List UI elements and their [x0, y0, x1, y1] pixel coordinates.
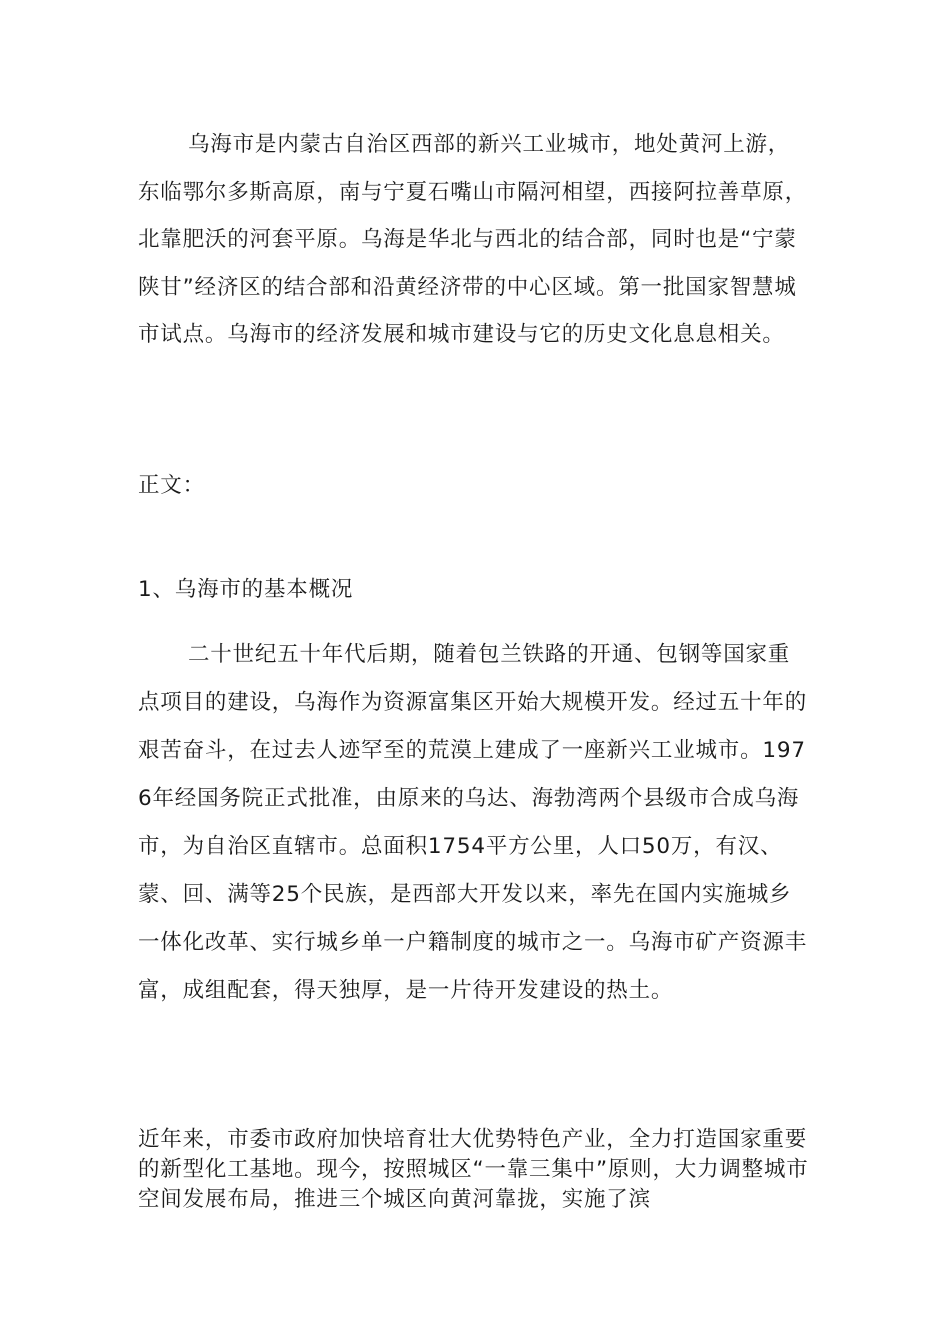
body-label: 正文： — [138, 473, 205, 498]
intro-paragraph: 乌海市是内蒙古自治区西部的新兴工业城市，地处黄河上游，东临鄂尔多斯高原，南与宁夏石嘴山市隔河相望，西接阿拉善草原，北靠肥沃的河套平原。乌海是华北与西北的结合部，同时也是“宁蒙陕甘”经济区的结合部和沿黄经济带的中心区域。第一批国家智慧城市试点。乌海市的经济发展和城市建设与它的历史文化息息相关。 — [138, 132, 808, 347]
section-paragraph: 二十世纪五十年代后期，随着包兰铁路的开通、包钢等国家重点项目的建设，乌海作为资源富集区开始大规模开发。经过五十年的艰苦奋斗，在过去人迹罕至的荒漠上建成了一座新兴工业城市。1976年经国务院正式批准，由原来的乌达、海勃湾两个县级市合成乌海市，为自治区直辖市。总面积1754平方公里，人口50万，有汉、蒙、回、满等25个民族，是西部大开发以来，率先在国内实施城乡一体化改革、实行城乡单一户籍制度的城市之一。乌海市矿产资源丰富，成组配套，得天独厚，是一片待开发建设的热土。 — [138, 642, 808, 1003]
section-paragraph: 近年来，市委市政府加快培育壮大优势特色产业，全力打造国家重要的新型化工基地。现今，按照城区“一靠三集中”原则，大力调整城市空间发展布局，推进三个城区向黄河靠拢，实施了滨 — [138, 1127, 809, 1212]
section-heading: 1、乌海市的基本概况 — [138, 577, 354, 602]
